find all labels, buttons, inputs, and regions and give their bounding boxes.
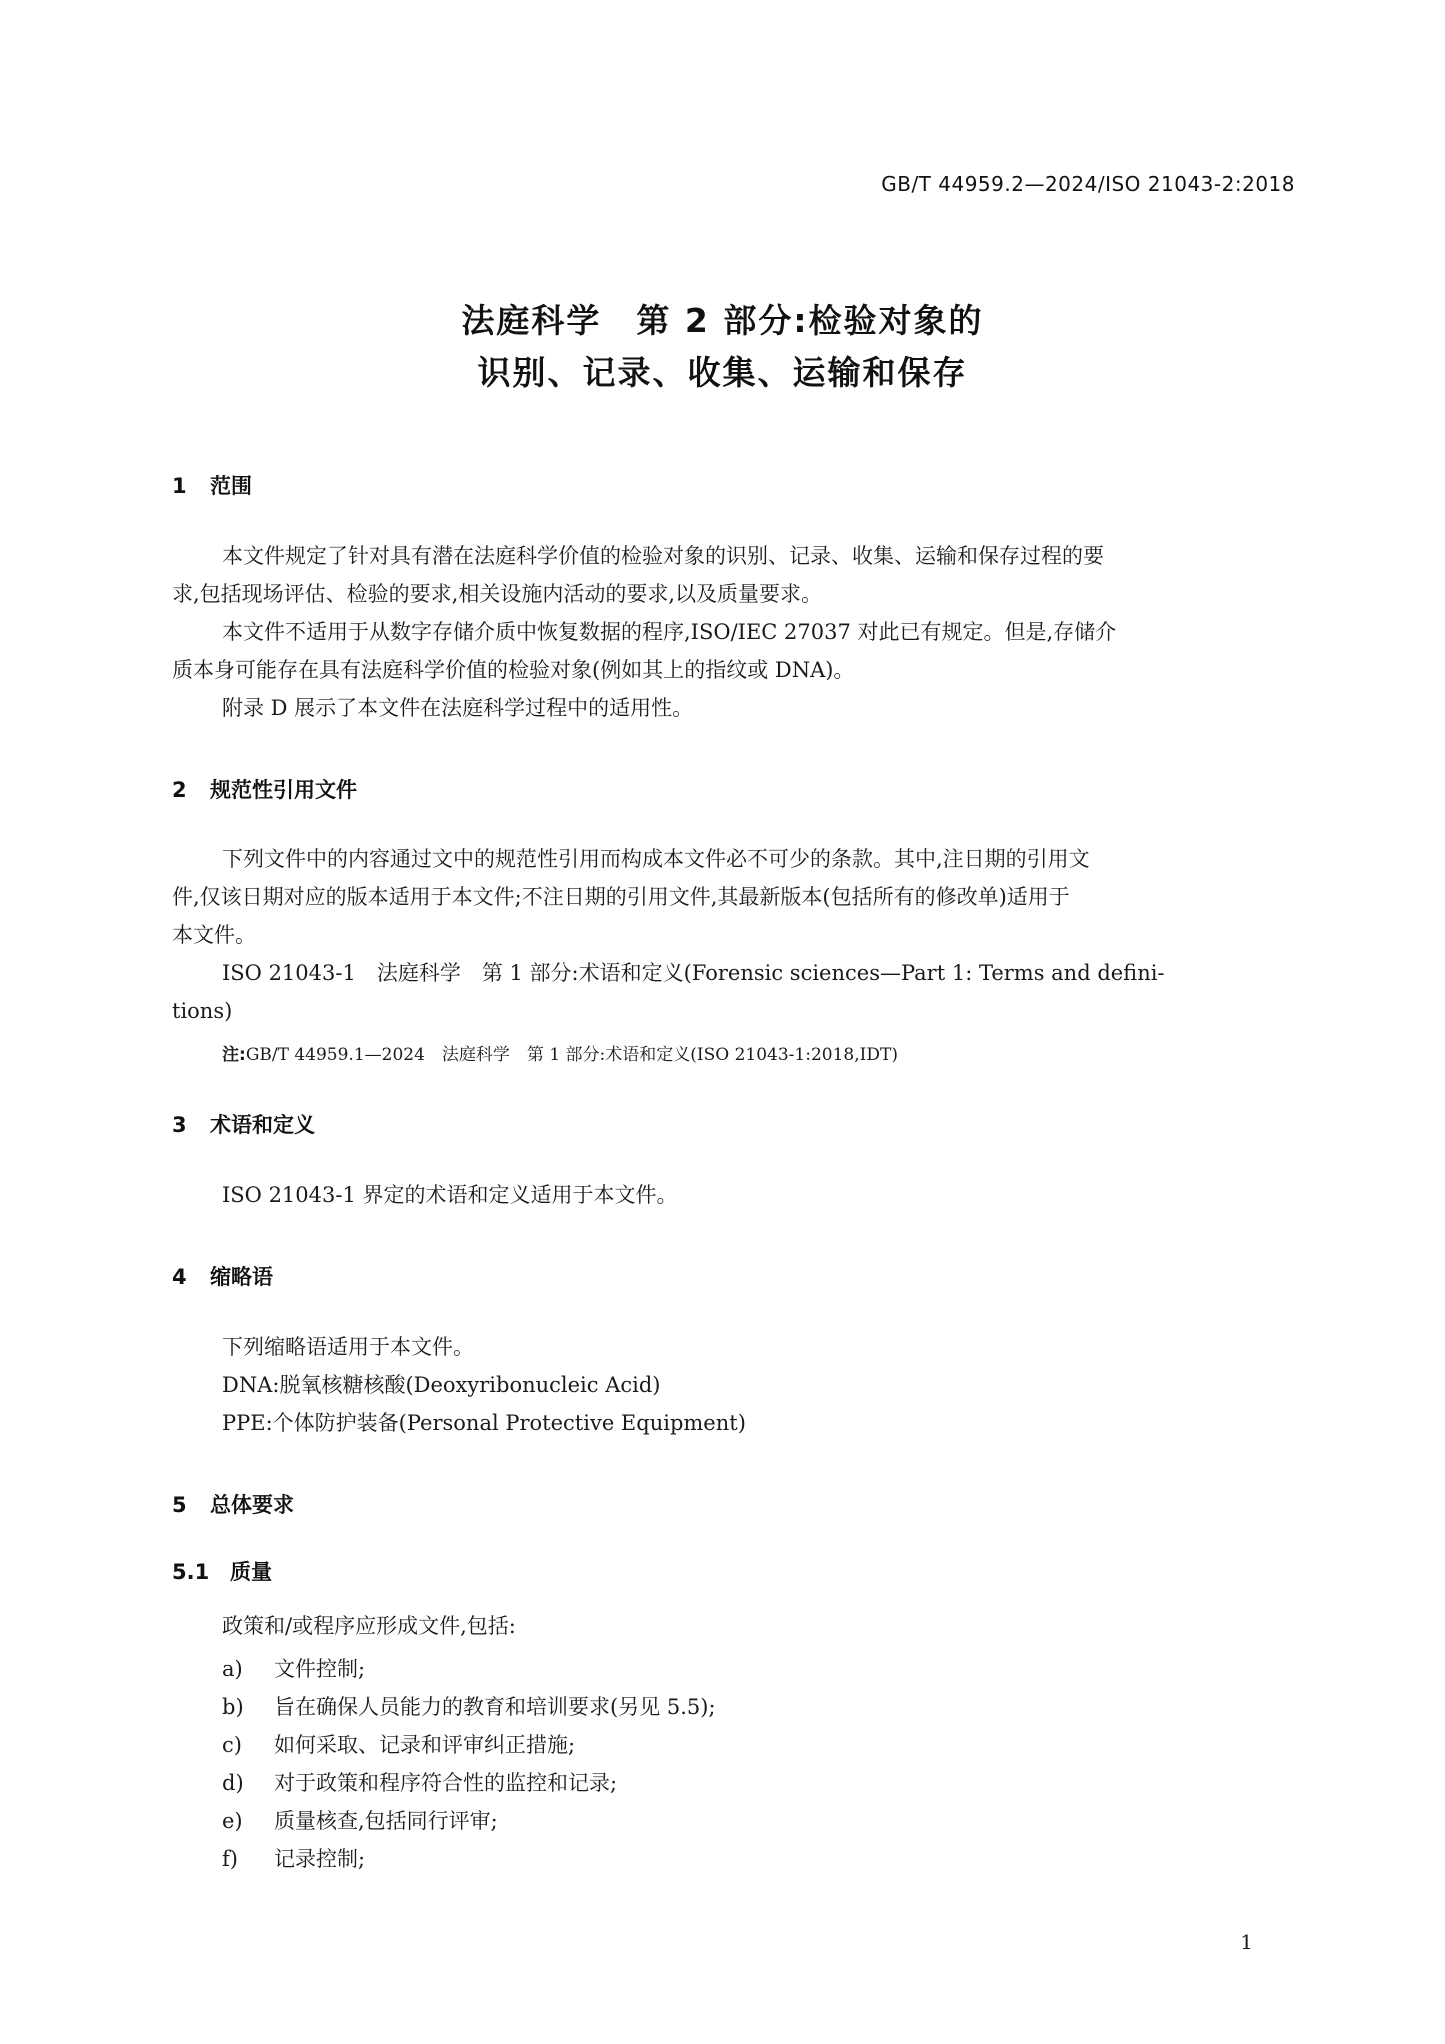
section-5-heading xyxy=(172,1489,294,1519)
section-number: 4 xyxy=(172,1265,187,1289)
section-title: 术语和定义 xyxy=(210,1113,315,1137)
reference-entry-line-1: ISO 21043-1 法庭科学 第 1 部分:术语和定义(Forensic sciences—Part 1: Terms and defini- xyxy=(222,961,1165,985)
abbreviation-ppe: PPE:个体防护装备(Personal Protective Equipment) xyxy=(222,1411,746,1435)
list-item xyxy=(222,1805,498,1835)
scope-paragraph-1-line-2: 求,包括现场评估、检验的要求,相关设施内活动的要求,以及质量要求。 xyxy=(172,582,823,606)
note-text: GB/T 44959.1—2024 法庭科学 第 1 部分:术语和定义(ISO 21043-1:2018,IDT) xyxy=(245,1045,898,1065)
quality-intro: 政策和/或程序应形成文件,包括: xyxy=(222,1614,516,1638)
list-item xyxy=(222,1843,365,1873)
terms-paragraph: ISO 21043-1 界定的术语和定义适用于本文件。 xyxy=(222,1183,678,1207)
section-title: 规范性引用文件 xyxy=(210,778,357,802)
section-number: 3 xyxy=(172,1113,187,1137)
scope-paragraph-3: 附录 D 展示了本文件在法庭科学过程中的适用性。 xyxy=(222,696,694,720)
list-marker: e) xyxy=(222,1809,243,1833)
section-3-heading xyxy=(172,1109,315,1139)
section-2-heading xyxy=(172,774,357,804)
section-1-heading xyxy=(172,470,252,500)
scope-paragraph-1-line-1: 本文件规定了针对具有潜在法庭科学价值的检验对象的识别、记录、收集、运输和保存过程的要 xyxy=(222,544,1104,568)
reference-entry-line-2: tions) xyxy=(172,999,233,1023)
abbreviation-dna: DNA:脱氧核糖核酸(Deoxyribonucleic Acid) xyxy=(222,1373,661,1397)
list-marker: c) xyxy=(222,1733,242,1757)
section-number: 1 xyxy=(172,474,187,498)
document-title-line-2: 识别、记录、收集、运输和保存 xyxy=(477,353,968,392)
scope-paragraph-2-line-1: 本文件不适用于从数字存储介质中恢复数据的程序,ISO/IEC 27037 对此已有规定。但是,存储介 xyxy=(222,620,1117,644)
list-marker: b) xyxy=(222,1695,244,1719)
document-title-line-1: 法庭科学 第 2 部分:检验对象的 xyxy=(461,301,984,340)
list-text: 旨在确保人员能力的教育和培训要求(另见 5.5); xyxy=(274,1695,716,1719)
section-4-heading xyxy=(172,1261,273,1291)
section-number: 2 xyxy=(172,778,187,802)
list-item xyxy=(222,1691,716,1721)
page-number: 1 xyxy=(1240,1930,1253,1954)
list-text: 如何采取、记录和评审纠正措施; xyxy=(274,1733,576,1757)
abbreviations-intro: 下列缩略语适用于本文件。 xyxy=(222,1335,474,1359)
normative-paragraph-line-2: 件,仅该日期对应的版本适用于本文件;不注日期的引用文件,其最新版本(包括所有的修改单)适用于 xyxy=(172,885,1070,909)
section-5-1-heading xyxy=(172,1556,272,1586)
list-text: 记录控制; xyxy=(274,1847,366,1871)
list-text: 质量核查,包括同行评审; xyxy=(274,1809,498,1833)
list-item xyxy=(222,1729,575,1759)
section-number: 5.1 xyxy=(172,1560,210,1584)
normative-paragraph-line-1: 下列文件中的内容通过文中的规范性引用而构成本文件必不可少的条款。其中,注日期的引用文 xyxy=(222,847,1090,871)
list-item xyxy=(222,1653,365,1683)
list-marker: f) xyxy=(222,1847,238,1871)
list-text: 文件控制; xyxy=(274,1657,366,1681)
section-title: 总体要求 xyxy=(210,1493,294,1517)
section-title: 质量 xyxy=(230,1560,272,1584)
section-title: 范围 xyxy=(210,474,252,498)
normative-paragraph-line-3: 本文件。 xyxy=(172,923,256,947)
note-label: 注: xyxy=(222,1045,246,1065)
section-title: 缩略语 xyxy=(210,1265,273,1289)
reference-note xyxy=(222,1040,898,1065)
list-marker: d) xyxy=(222,1771,244,1795)
scope-paragraph-2-line-2: 质本身可能存在具有法庭科学价值的检验对象(例如其上的指纹或 DNA)。 xyxy=(172,658,855,682)
standard-code: GB/T 44959.2—2024/ISO 21043-2:2018 xyxy=(881,172,1295,196)
section-number: 5 xyxy=(172,1493,187,1517)
list-marker: a) xyxy=(222,1657,243,1681)
list-text: 对于政策和程序符合性的监控和记录; xyxy=(274,1771,618,1795)
list-item xyxy=(222,1767,617,1797)
